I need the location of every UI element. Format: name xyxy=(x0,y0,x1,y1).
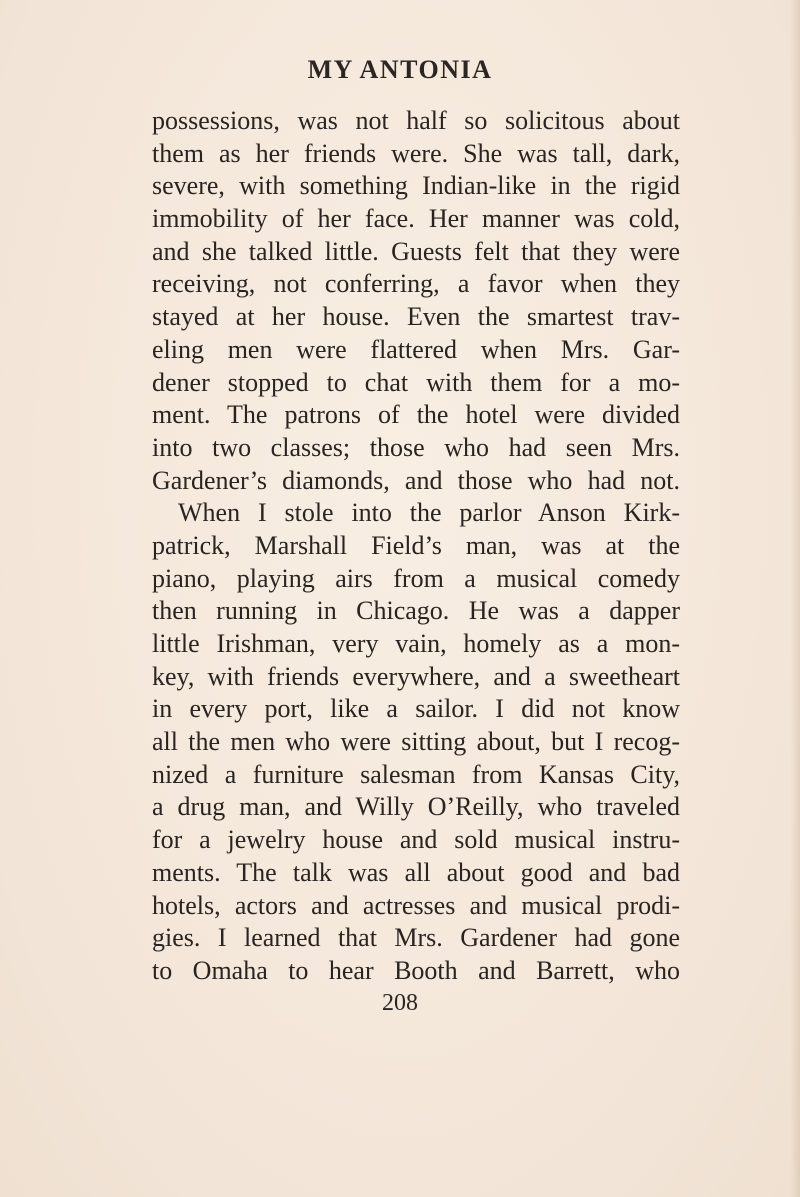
text-line: a drug man, and Willy O’Reilly, who traveled xyxy=(152,792,680,822)
text-line: possessions, was not half so solicitous about xyxy=(152,106,680,135)
page-number: 208 xyxy=(382,990,418,1016)
text-line-paragraph-start: When I stole into the parlor Anson Kirk- xyxy=(178,498,680,528)
text-line: ment. The patrons of the hotel were divided xyxy=(152,400,680,430)
text-line: dener stopped to chat with them for a mo- xyxy=(152,367,680,397)
text-line: patrick, Marshall Field’s man, was at the xyxy=(152,530,680,560)
body-text xyxy=(152,105,680,988)
text-line: immobility of her face. Her manner was cold, xyxy=(152,204,680,234)
text-line: and she talked little. Guests felt that they were xyxy=(152,236,680,266)
text-line: receiving, not conferring, a favor when they xyxy=(152,269,680,299)
text-line: little Irishman, very vain, homely as a mon- xyxy=(152,629,680,658)
text-line: ments. The talk was all about good and bad xyxy=(152,857,680,887)
text-line: severe, with something Indian-like in the rigid xyxy=(152,171,680,201)
page-edge-shadow xyxy=(790,0,800,1197)
running-head: MY ANTONIA xyxy=(307,55,493,84)
text-line: in every port, like a sailor. I did not know xyxy=(152,694,680,724)
text-line: into two classes; those who had seen Mrs. xyxy=(152,432,680,462)
text-line: Gardener’s diamonds, and those who had not. xyxy=(152,465,680,495)
text-line: for a jewelry house and sold musical instru- xyxy=(152,825,680,855)
text-line: eling men were flattered when Mrs. Gar- xyxy=(152,334,680,364)
text-line: nized a furniture salesman from Kansas City, xyxy=(152,759,680,789)
text-line: gies. I learned that Mrs. Gardener had gone xyxy=(152,923,680,953)
text-line: hotels, actors and actresses and musical prodi- xyxy=(152,890,680,920)
text-line: to Omaha to hear Booth and Barrett, who xyxy=(152,955,680,985)
text-line: all the men who were sitting about, but I recog- xyxy=(152,727,680,757)
text-line: then running in Chicago. He was a dapper xyxy=(152,596,680,626)
text-line: stayed at her house. Even the smartest trav- xyxy=(152,302,680,332)
text-line: piano, playing airs from a musical comedy xyxy=(152,563,680,593)
text-line: them as her friends were. She was tall, dark, xyxy=(152,138,680,168)
text-line: key, with friends everywhere, and a sweetheart xyxy=(152,661,680,691)
